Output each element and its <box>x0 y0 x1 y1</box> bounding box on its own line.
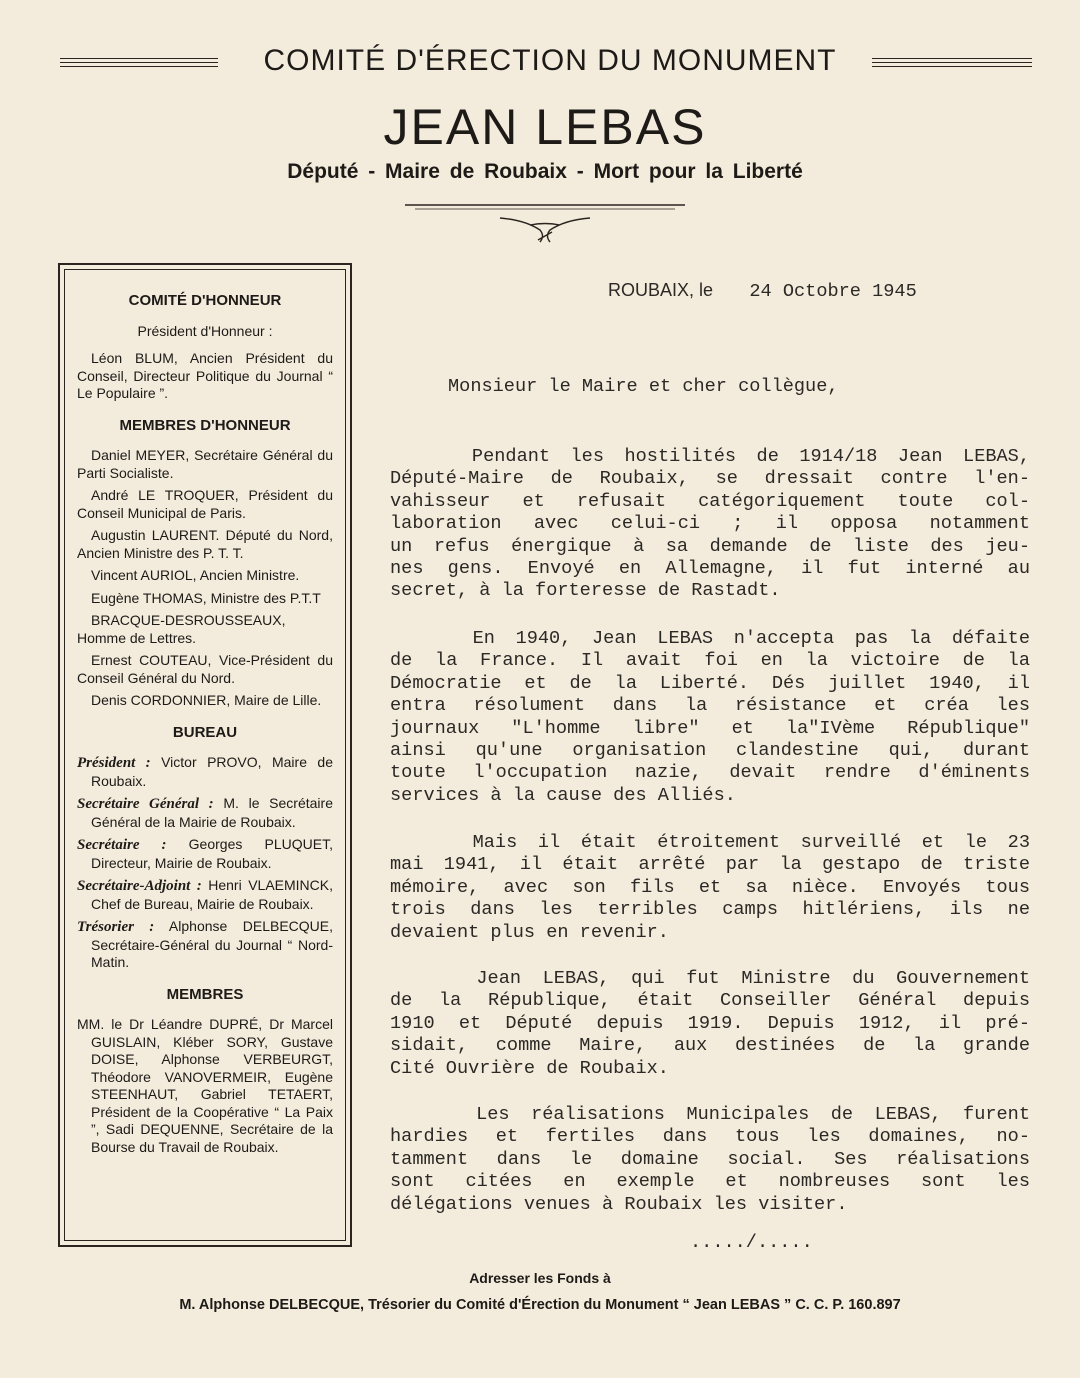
letter-line: En 1940, Jean LEBAS n'accepta pas la défaite <box>390 628 1030 649</box>
bureau-item <box>77 877 333 913</box>
bureau-role: Secrétaire Général : <box>77 796 214 812</box>
letter-line: entra résolument dans la résistance et créa les <box>390 695 1030 717</box>
ornament-divider <box>400 200 690 250</box>
president-text: Léon BLUM, Ancien Président du Conseil, Directeur Politique du Journal “ Le Populaire ”. <box>77 350 333 401</box>
membre-honneur-item: André LE TROQUER, Président du Conseil Municipal de Paris. <box>77 487 333 521</box>
letter-line: vahisseur et refusait catégoriquement toute col- <box>390 490 1030 512</box>
letter-line: devaient plus en revenir. <box>390 921 669 943</box>
letter-line: trois dans les terribles camps hitlériens, ils ne <box>390 899 1030 921</box>
letter-line: mai 1941, il était arrêté par la gestapo de triste <box>390 854 1030 876</box>
membre-honneur-item: Ernest COUTEAU, Vice-Président du Conseil Général du Nord. <box>77 652 333 686</box>
letter-line: sidait, comme Maire, aux destinées de la grande <box>390 1035 1030 1057</box>
membre-honneur-item: Vincent AURIOL, Ancien Ministre. <box>91 567 300 583</box>
letter-line: mémoire, avec son fils et sa nièce. Envoyés tous <box>390 876 1030 898</box>
bureau-text: Victor PROVO, Maire de Roubaix. <box>91 754 333 789</box>
letter-line: services à la cause des Alliés. <box>390 784 736 806</box>
honoree-name: JEAN LEBAS <box>383 99 707 155</box>
letter-line: nes gens. Envoyé en Allemagne, il fut interné au <box>390 558 1030 580</box>
letter-line: hardies et fertiles dans tous les domaines, no- <box>390 1126 1030 1148</box>
letter-line: délégations venues à Roubaix les visiter. <box>390 1193 848 1215</box>
letter-line: Cité Ouvrière de Roubaix. <box>390 1057 669 1079</box>
membre-honneur-item: Augustin LAURENT. Député du Nord, Ancien Ministre des P. T. T. <box>77 527 333 561</box>
letter-line: ainsi qu'une organisation clandestine qui, durant <box>390 740 1030 762</box>
letter-line: Député-Maire de Roubaix, se dressait contre l'en- <box>390 468 1030 490</box>
bureau-item <box>77 918 333 972</box>
continuation-mark: ...../..... <box>690 1232 813 1253</box>
letter-line: Mais il était étroitement surveillé et le 23 <box>390 832 1030 853</box>
funds-label: Adresser les Fonds à <box>469 1270 611 1286</box>
letter-line: secret, à la forteresse de Rastadt. <box>390 580 781 602</box>
bureau-role: Secrétaire : <box>77 837 167 853</box>
funds-address: M. Alphonse DELBECQUE, Trésorier du Comité d'Érection du Monument “ Jean LEBAS ” C. C. P. 160.897 <box>179 1297 901 1313</box>
bureau-role: Président : <box>77 755 151 771</box>
committee-sidebar <box>58 263 352 1247</box>
paragraph <box>390 832 1030 944</box>
paragraph <box>390 968 1030 1080</box>
honneur-title: COMITÉ D'HONNEUR <box>128 292 282 309</box>
letter-line: un refus énergique à sa demande de liste des jeu- <box>390 535 1030 557</box>
bureau-text: Henri VLAEMINCK, Chef de Bureau, Mairie de Roubaix. <box>91 877 333 912</box>
letter-date: 24 Octobre 1945 <box>749 281 917 302</box>
honoree-subtitle: Député - Maire de Roubaix - Mort pour la Liberté <box>287 160 803 183</box>
bureau-text: Alphonse DELBECQUE, Secrétaire-Général du Journal “ Nord-Matin. <box>91 918 333 970</box>
place-label: ROUBAIX, le <box>608 280 714 300</box>
letter-line: Jean LEBAS, qui fut Ministre du Gouvernement <box>390 968 1030 989</box>
paragraph <box>390 446 1030 603</box>
paragraph <box>390 1104 1030 1216</box>
bureau-item <box>77 754 333 790</box>
letter-line: sont citées en exemple et nombreuses sont les <box>390 1171 1030 1193</box>
letter-line: de la France. Il avait foi en la victoire de la <box>390 650 1030 672</box>
letter-line: toute l'occupation nazie, devait rendre d'éminents <box>390 762 1030 784</box>
committee-title: COMITÉ D'ÉRECTION DU MONUMENT <box>263 44 837 77</box>
greeting: Monsieur le Maire et cher collègue, <box>448 376 839 397</box>
bureau-role: Secrétaire-Adjoint : <box>77 878 202 894</box>
president-label: Président d'Honneur : <box>137 322 273 339</box>
membre-honneur-item: Daniel MEYER, Secrétaire Général du Parti Socialiste. <box>77 447 333 481</box>
letter-line: laboration avec celui-ci ; il opposa notamment <box>390 513 1030 535</box>
bureau-text: M. le Secrétaire Général de la Mairie de Roubaix. <box>91 795 333 830</box>
membres-text: MM. le Dr Léandre DUPRÉ, Dr Marcel GUISLAIN, Kléber SORY, Gustave DOISE, Alphonse VERBEURGT, Théodore VANOVERMEIR, Eugène STEENHAUT, Gabriel TETAERT, Président de la Coopérative “ La Paix ”, Sadi DEQUENNE, Secrétaire de la Bourse du Travail de Roubaix. <box>77 1016 333 1155</box>
letter-line: Pendant les hostilités de 1914/18 Jean LEBAS, <box>390 446 1030 467</box>
letter-line: Démocratie et de la Liberté. Dés juillet 1940, il <box>390 672 1030 694</box>
date-line <box>608 280 917 302</box>
bureau-item <box>77 795 333 831</box>
membre-honneur-item: Denis CORDONNIER, Maire de Lille. <box>91 692 322 708</box>
letter-line: Les réalisations Municipales de LEBAS, furent <box>390 1104 1030 1125</box>
bureau-role: Trésorier : <box>77 919 155 935</box>
bureau-text: Georges PLUQUET, Directeur, Mairie de Roubaix. <box>91 836 333 871</box>
letter-line: 1910 et Député depuis 1919. Depuis 1912, il pré- <box>390 1012 1030 1034</box>
bureau-item <box>77 836 333 872</box>
membres-honneur-title: MEMBRES D'HONNEUR <box>119 416 291 434</box>
letter-line: journaux "L'homme libre" et la"IVème République" <box>390 717 1030 739</box>
membre-honneur-item: BRACQUE-DESROUSSEAUX, Homme de Lettres. <box>77 612 286 646</box>
membres-title: MEMBRES <box>166 985 244 1003</box>
membre-honneur-item: Eugène THOMAS, Ministre des P.T.T <box>91 589 321 606</box>
letter-line: tamment dans le domaine social. Ses réalisations <box>390 1148 1030 1170</box>
bureau-title: BUREAU <box>172 723 238 741</box>
paragraph <box>390 628 1030 807</box>
letter-line: de la République, était Conseiller Général depuis <box>390 990 1030 1012</box>
